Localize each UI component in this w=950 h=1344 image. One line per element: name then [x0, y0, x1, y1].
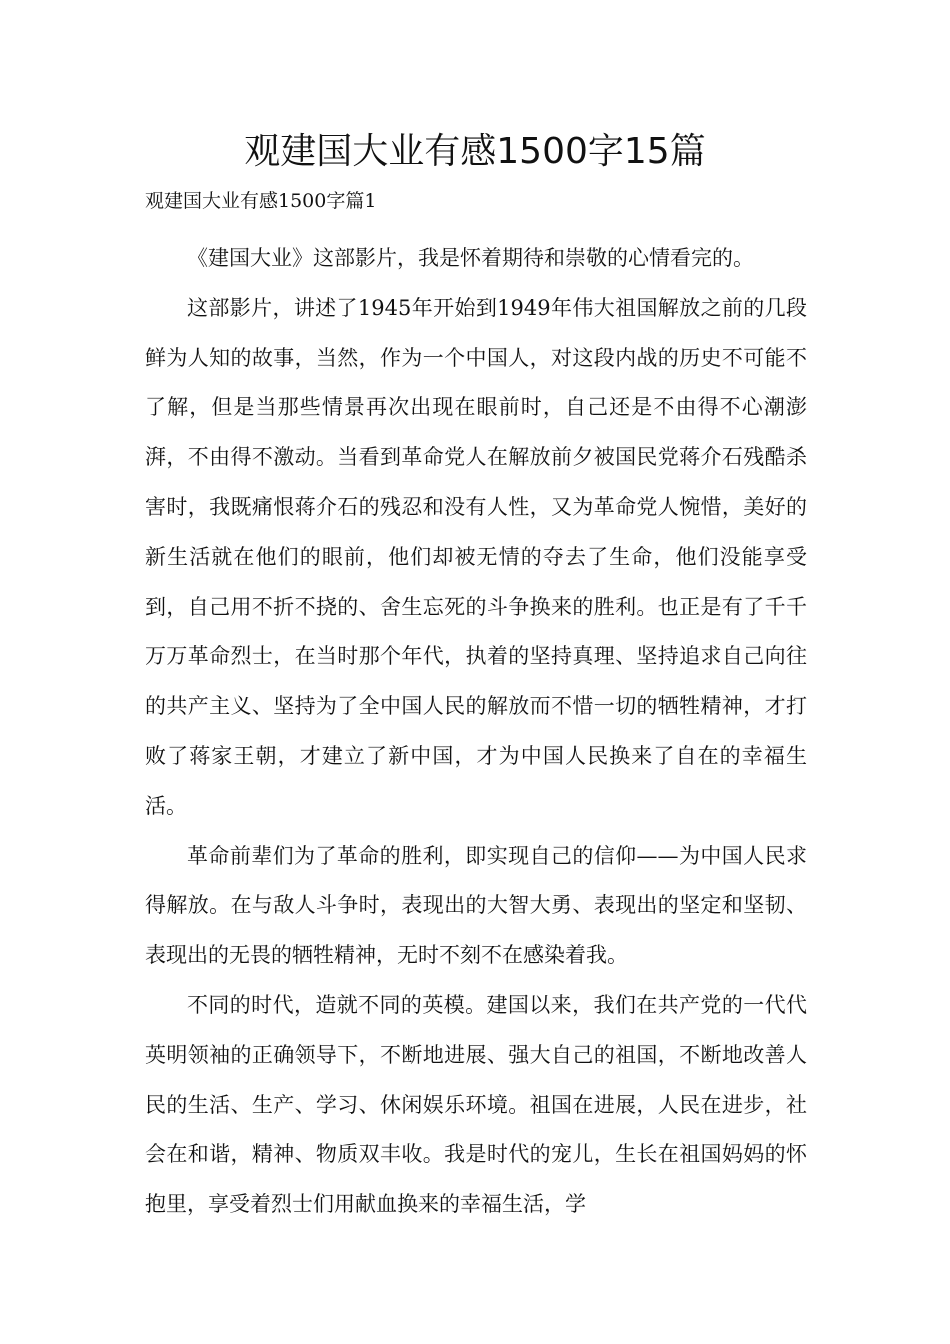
paragraph-4: 不同的时代，造就不同的英模。建国以来，我们在共产党的一代代英明领袖的正确领导下，不断地进展、强大自己的祖国，不断地改善人民的生活、生产、学习、休闲娱乐环境。祖国在进展，人民在进步，社会在和谐，精神、物质双丰收。我是时代的宠儿，生长在祖国妈妈的怀抱里，享受着烈士们用献血换来的幸福生活，学 [145, 992, 807, 1217]
paragraph-1: 《建国大业》这部影片，我是怀着期待和崇敬的心情看完的。 [187, 246, 754, 270]
paragraph-3: 革命前辈们为了革命的胜利，即实现自己的信仰——为中国人民求得解放。在与敌人斗争时，表现出的大智大勇、表现出的坚定和坚韧、表现出的无畏的牺牲精神，无时不刻不在感染着我。 [145, 843, 807, 968]
section-heading: 观建国大业有感1500字篇1 [145, 190, 377, 212]
document-body [145, 234, 807, 1230]
document-title: 观建国大业有感1500字15篇 [244, 131, 706, 172]
paragraph-2: 这部影片，讲述了1945年开始到1949年伟大祖国解放之前的几段鲜为人知的故事，当然，作为一个中国人，对这段内战的历史不可能不了解，但是当那些情景再次出现在眼前时，自己还是不由得不心潮澎湃，不由得不激动。当看到革命党人在解放前夕被国民党蒋介石残酷杀害时，我既痛恨蒋介石的残忍和没有人性，又为革命党人惋惜，美好的新生活就在他们的眼前，他们却被无情的夺去了生命，他们没能享受到，自己用不折不挠的、舍生忘死的斗争换来的胜利。也正是有了千千万万革命烈士，在当时那个年代，执着的坚持真理、坚持追求自己向往的共产主义、坚持为了全中国人民的解放而不惜一切的牺牲精神，才打败了蒋家王朝，才建立了新中国，才为中国人民换来了自在的幸福生活。 [145, 295, 807, 818]
